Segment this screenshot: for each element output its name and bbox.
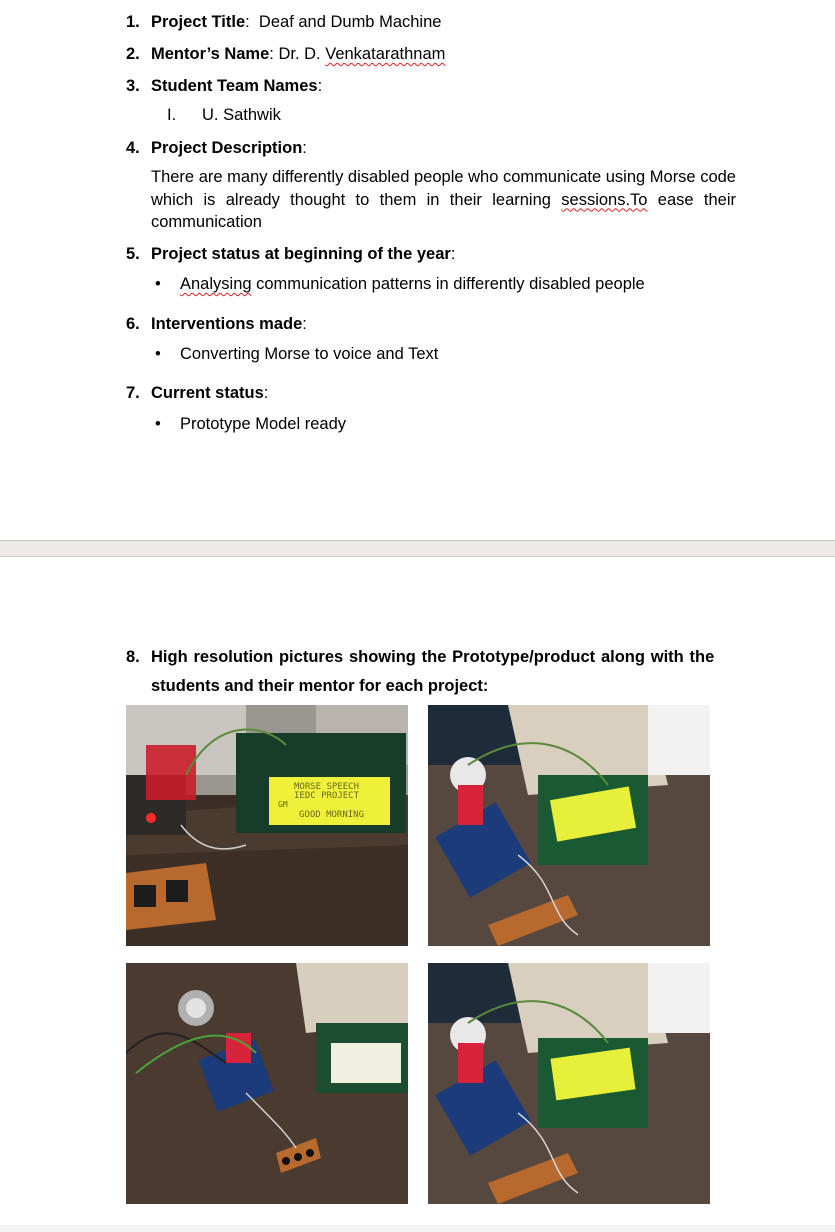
student-numeral: I. bbox=[167, 106, 177, 124]
prototype-photo-3 bbox=[126, 963, 408, 1204]
current-status-label: Current status bbox=[151, 384, 264, 402]
item-status-beginning: 5. Project status at beginning of the year: bbox=[126, 245, 456, 263]
page-2 bbox=[0, 557, 835, 1225]
student-team-label: Student Team Names bbox=[151, 77, 318, 95]
project-title-value: Deaf and Dumb Machine bbox=[258, 13, 442, 31]
description-text: There are many differently disabled people who communicate using Morse code which is already thought to them in their learning sessions.To ease their communication bbox=[151, 168, 737, 231]
pictures-heading-line1: High resolution pictures showing the Prototype/product along with the bbox=[151, 648, 715, 666]
item-pictures-heading-2 bbox=[151, 676, 488, 696]
lcd-line-1: MORSE SPEECH bbox=[294, 782, 360, 792]
current-status-bullet: Prototype Model ready bbox=[180, 415, 347, 433]
prototype-photo-1 bbox=[126, 705, 408, 946]
interventions-bullet: Converting Morse to voice and Text bbox=[180, 345, 439, 363]
bullet-marker: • bbox=[155, 345, 161, 363]
mentor-prefix: Dr. D. bbox=[278, 45, 326, 63]
status-beginning-label: Project status at beginning of the year bbox=[151, 245, 451, 263]
prototype-photo-2 bbox=[428, 705, 710, 946]
lcd-line-4: GOOD MORNING bbox=[299, 810, 365, 820]
status-beginning-bullet: Analysing communication patterns in differently disabled people bbox=[180, 275, 645, 293]
item-interventions: 6. Interventions made: bbox=[126, 315, 307, 333]
description-label: Project Description bbox=[151, 139, 303, 157]
interventions-label: Interventions made bbox=[151, 315, 303, 333]
lcd-line-3: GM bbox=[278, 800, 288, 809]
prototype-photo-4 bbox=[428, 963, 710, 1204]
project-title-label: Project Title bbox=[151, 13, 246, 31]
item-mentor-name: 2. Mentor’s Name: Dr. D. Venkatarathnam bbox=[126, 45, 446, 63]
bullet-marker: • bbox=[155, 415, 161, 433]
item-project-description: 4. Project Description: bbox=[126, 139, 307, 157]
student-name: U. Sathwik bbox=[202, 106, 281, 124]
item-current-status: 7. Current status: bbox=[126, 384, 269, 402]
mentor-label: Mentor’s Name bbox=[151, 45, 270, 63]
item-student-team: 3. Student Team Names: bbox=[126, 77, 323, 95]
pictures-heading-line2: students and their mentor for each project: bbox=[151, 677, 489, 695]
page-break bbox=[0, 540, 835, 557]
item-pictures-heading: 8. High resolution pictures showing the Prototype/product along with the bbox=[126, 648, 715, 666]
page-1 bbox=[0, 0, 835, 540]
mentor-name: Venkatarathnam bbox=[325, 45, 446, 63]
bullet-marker: • bbox=[155, 275, 161, 293]
item-project-title: 1. Project Title: Deaf and Dumb Machine bbox=[126, 13, 442, 31]
lcd-line-2: IEDC PROJECT bbox=[294, 791, 360, 801]
